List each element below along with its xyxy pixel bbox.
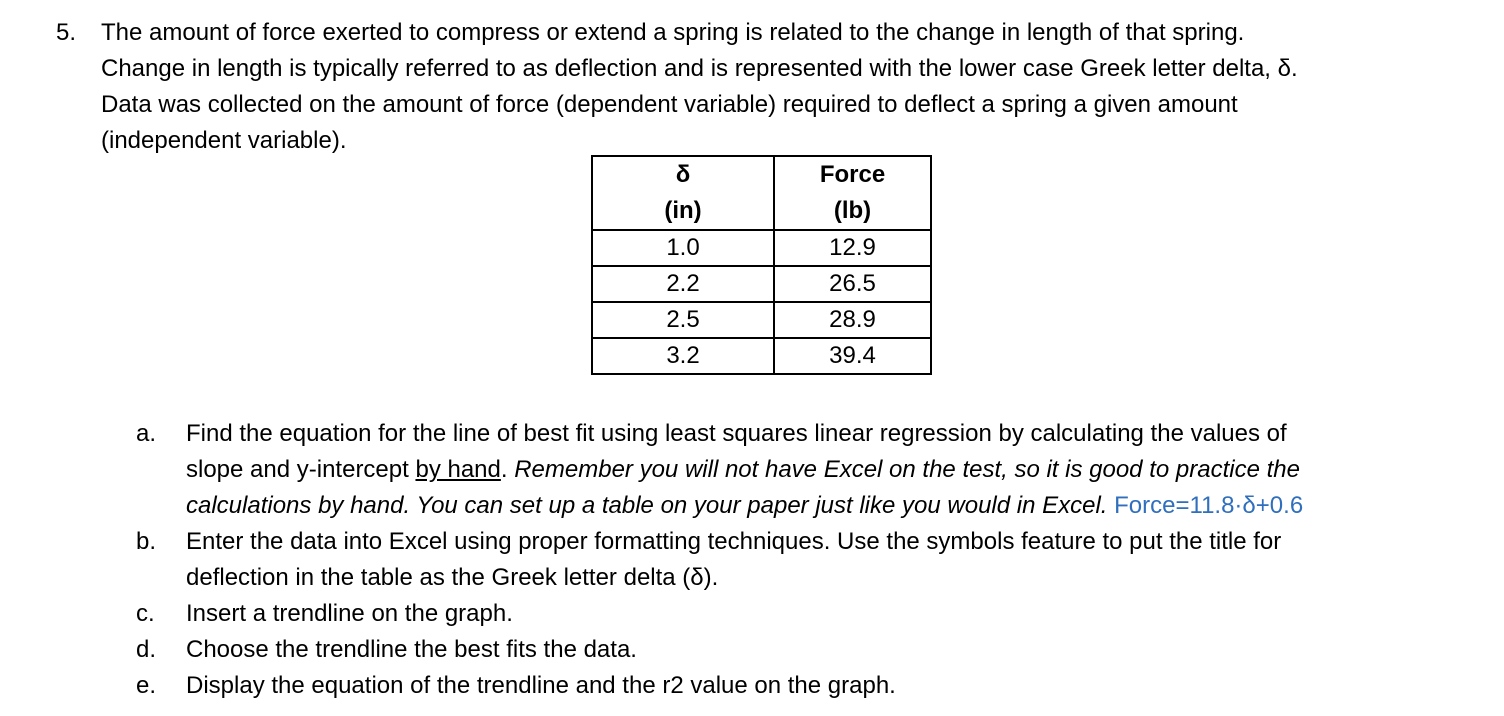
table-row [592, 266, 931, 302]
part-e-text: Display the equation of the trendline and the r2 value on the graph. [186, 672, 896, 699]
intro-line: Data was collected on the amount of force (dependent variable) required to deflect a spring a given amount [101, 91, 1238, 118]
answer-equation: Force=11.8·δ+0.6 [1114, 492, 1304, 519]
part-label: d. [136, 636, 157, 663]
part-label: a. [136, 420, 157, 447]
table-cell: 39.4 [774, 338, 931, 374]
header-deflection [592, 156, 774, 230]
problem-number: 5. [56, 19, 77, 46]
table-row [592, 302, 931, 338]
table-cell: 2.5 [592, 302, 774, 338]
part-c-text: Insert a trendline on the graph. [186, 600, 513, 627]
header-symbol: δ [675, 161, 691, 188]
part-label: e. [136, 672, 157, 699]
header-symbol: Force [819, 161, 886, 188]
part-a-line-3 [186, 488, 1303, 524]
table-cell: 26.5 [774, 266, 931, 302]
table-header-row [592, 156, 931, 230]
intro-line: (independent variable). [101, 127, 347, 154]
part-a-punct: . [500, 456, 515, 483]
header-unit: (in) [664, 197, 702, 224]
problem-intro [101, 15, 1491, 159]
intro-line: The amount of force exerted to compress or extend a spring is related to the change in length of that spring. [101, 19, 1245, 46]
header-force [774, 156, 931, 230]
part-label: c. [136, 600, 155, 627]
part-a-line-1: Find the equation for the line of best fit using least squares linear regression by calculating the values of [186, 420, 1287, 447]
part-a-italic-note: Remember you will not have Excel on the test, so it is good to practice the [514, 456, 1300, 483]
table-cell: 12.9 [774, 230, 931, 266]
part-a-line-2 [186, 452, 1300, 488]
data-table [591, 155, 932, 375]
by-hand-underlined: by hand [415, 456, 501, 483]
table-row [592, 230, 931, 266]
intro-line: Change in length is typically referred to as deflection and is represented with the lower case Greek letter delta, δ. [101, 55, 1298, 82]
header-unit: (lb) [833, 197, 872, 224]
part-b-line-2: deflection in the table as the Greek letter delta (δ). [186, 564, 719, 591]
part-b-line-1: Enter the data into Excel using proper formatting techniques. Use the symbols feature to put the title for [186, 528, 1282, 555]
table-row [592, 338, 931, 374]
table-cell: 1.0 [592, 230, 774, 266]
table-cell: 3.2 [592, 338, 774, 374]
part-a-italic-note: calculations by hand. You can set up a table on your paper just like you would in Excel. [186, 492, 1108, 519]
part-label: b. [136, 528, 157, 555]
part-a-text: slope and y-intercept [186, 456, 416, 483]
table-cell: 2.2 [592, 266, 774, 302]
part-d-text: Choose the trendline the best fits the data. [186, 636, 637, 663]
table-cell: 28.9 [774, 302, 931, 338]
